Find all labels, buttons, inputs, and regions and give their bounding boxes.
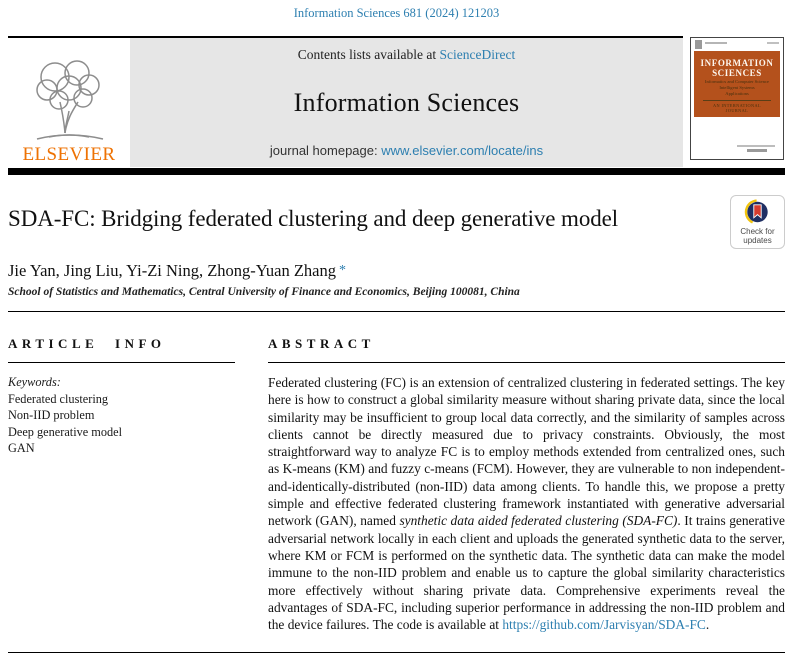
check-for-updates-label: Check for updates — [740, 227, 775, 245]
contents-line-text: Contents lists available at — [297, 47, 440, 62]
cover-footer — [691, 117, 783, 159]
cover-issn-text-decoration — [767, 42, 779, 44]
abstract-heading: ABSTRACT — [268, 336, 375, 351]
abstract-text — [268, 374, 785, 633]
affiliation: School of Statistics and Mathematics, Central University of Finance and Economics, Beijing 100081, China — [8, 286, 520, 298]
abstract-body-1: Federated clustering (FC) is an extension of centralized clustering in federated settings. The key here is how to construct a global similarity measure without sharing private data, since the local similarity may be insufficient to group local data correctly, and the similarity of samples across clients cannot be directly measured due to privacy constraints. Obviously, the most straightforward way to analyze FC is to employ methods extended from centralized ones, such as K-means (KM) and fuzzy c-means (FCM). However, they are vulnerable to non independent-and-identically-distributed (non-IID) data among clients. To handle this, we propose a pretty simple and effective federated clustering framework instantiated with generative adversarial network (GAN), named — [268, 375, 785, 529]
section-top-rule — [8, 311, 785, 312]
keywords-label: Keywords: — [8, 375, 61, 389]
author-list — [8, 261, 785, 281]
cover-body — [694, 51, 780, 117]
journal-citation-link[interactable]: Information Sciences 681 (2024) 121203 — [293, 6, 500, 20]
cover-footer-text-decoration — [737, 145, 775, 147]
cover-subtitle: Applications — [725, 91, 749, 97]
title-row — [8, 193, 785, 249]
article-title: SDA-FC: Bridging federated clustering and deep generative model — [8, 206, 619, 231]
info-abstract-section — [8, 336, 785, 633]
homepage-line — [130, 143, 683, 158]
crossmark-icon — [744, 199, 771, 227]
journal-cover-thumbnail[interactable] — [690, 37, 784, 160]
abstract-rule — [268, 362, 785, 363]
contents-line — [130, 47, 683, 63]
elsevier-wordmark: ELSEVIER — [22, 144, 116, 165]
author-names: Jie Yan, Jing Liu, Yi-Zi Ning, Zhong-Yuan Zhang — [8, 261, 336, 280]
journal-header — [8, 36, 785, 167]
journal-homepage-link[interactable]: www.elsevier.com/locate/ins — [381, 143, 544, 158]
abstract-body-2: . It trains generative adversarial network locally in each client and uploads the generated synthetic data to the server, where KM or FCM is performed on the synthetic data. The synthetic data can make the model immune to the non-IID problem and enable us to capture the global similarity characteristics more effectively without sharing private data. Comprehensive experiments reveal the advantages of SDA-FC, including superior performance in addressing the non-IID problem and the device failures. The code is available at — [268, 513, 785, 633]
keyword-item: Deep generative model — [8, 424, 123, 439]
cover-footer-logo-decoration — [747, 149, 767, 152]
homepage-label: journal homepage: — [269, 143, 382, 158]
header-divider-bar — [8, 168, 785, 175]
journal-banner — [8, 36, 683, 167]
elsevier-tree-icon — [19, 55, 119, 145]
keyword-item: Federated clustering — [8, 391, 109, 406]
article-info-heading: ARTICLE INFO — [8, 336, 166, 351]
corresponding-author-link[interactable]: * — [339, 263, 346, 278]
keyword-item: GAN — [8, 441, 35, 455]
abstract-body-3: . — [705, 617, 710, 633]
article-info-rule — [8, 362, 235, 363]
abstract-column — [268, 336, 785, 633]
code-repository-link[interactable]: https://github.com/Jarvisyan/SDA-FC — [502, 617, 706, 633]
abstract-italic-phrase: synthetic data aided federated clustering (SDA-FC) — [399, 513, 678, 529]
elsevier-logo[interactable] — [8, 38, 130, 167]
cover-volume-text-decoration — [705, 42, 727, 44]
cover-subtitle: Intelligent Systems — [719, 84, 755, 90]
cover-title: INFORMATION SCIENCES — [700, 58, 774, 78]
sciencedirect-link[interactable]: ScienceDirect — [439, 47, 516, 62]
journal-name: Information Sciences — [293, 88, 520, 117]
journal-banner-center — [130, 38, 683, 167]
cover-tagline: AN INTERNATIONAL JOURNAL — [703, 100, 771, 113]
paper-first-page — [0, 6, 793, 653]
cover-mini-logo-icon — [695, 40, 702, 49]
cover-subtitle: Informatics and Computer Science — [705, 78, 769, 84]
check-for-updates-badge[interactable] — [730, 195, 785, 249]
cover-masthead — [691, 38, 783, 51]
keyword-item: Non-IID problem — [8, 408, 95, 422]
article-info-column — [8, 336, 235, 633]
